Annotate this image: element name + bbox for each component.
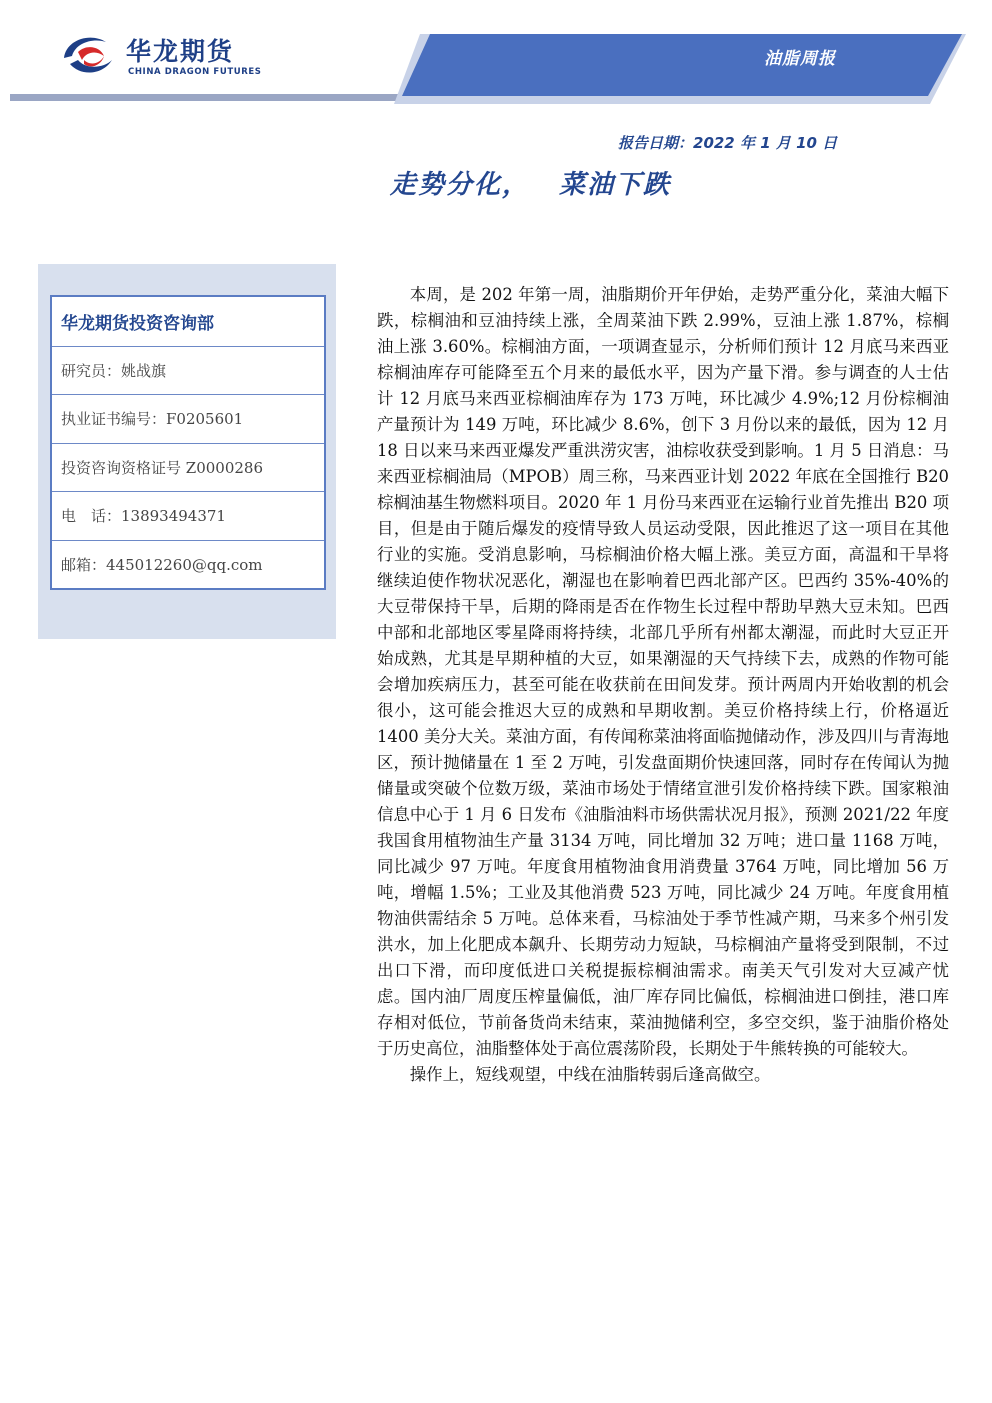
license-number: 执业证书编号：F0205601 (52, 394, 324, 443)
report-header (0, 0, 992, 110)
company-name-cn: 华龙期货 (126, 37, 235, 66)
report-type-label: 油脂周报 (764, 49, 836, 69)
report-title: 走势分化， 菜油下跌 (390, 170, 672, 200)
researcher-name: 研究员：姚战旗 (52, 346, 324, 395)
report-body (377, 282, 949, 1088)
body-paragraph: 操作上，短线观望，中线在油脂转弱后逢高做空。 (409, 1065, 771, 1084)
company-name-en: CHINA DRAGON FUTURES (128, 67, 262, 77)
analyst-sidebar (38, 264, 336, 639)
department-name: 华龙期货投资咨询部 (61, 313, 214, 334)
email-address: 邮箱：445012260@qq.com (52, 540, 324, 589)
company-logo-icon (60, 30, 116, 80)
phone-number: 电 话：13893494371 (52, 491, 324, 540)
report-date: 报告日期：2022 年 1 月 10 日 (618, 134, 838, 152)
consulting-qualification-number: 投资咨询资格证号 Z0000286 (52, 443, 324, 492)
analyst-info-box (50, 295, 326, 590)
body-paragraph: 本周，是 202 年第一周，油脂期价开年伊始，走势严重分化，菜油大幅下跌，棕榈油和豆油持续上涨，全周菜油下跌 2.99%，豆油上涨 1.87%，棕榈油上涨 3.60%。棕榈油方面，一项调查显示，分析师们预计 12 月底马来西亚棕榈油库存可能降至五个月来的最低水平，因为产量下滑。参与调查的人士估计 12 月底马来西亚棕榈油库存为 173 万吨，环比减少 4.9%;12 月份棕榈油产量预计为 149 万吨，环比减少 8.6%，创下 3 月份以来的最低，因为 12 月 18 日以来马来西亚爆发严重洪涝灾害，油棕收获受到影响。1 月 5 日消息：马来西亚棕榈油局（MPOB）周三称，马来西亚计划 2022 年底在全国推行 B20 棕榈油基生物燃料项目。2020 年 1 月份马来西亚在运输行业首先推出 B20 项目，但是由于随后爆发的疫情导致人员运动受限，因此推迟了这一项目在其他行业的实施。受消息影响，马棕榈油价格大幅上涨。美豆方面，高温和干旱将继续迫使作物状况恶化，潮湿也在影响着巴西北部产区。巴西约 35%-40%的大豆带保持干旱，后期的降雨是否在作物生长过程中帮助早熟大豆未知。巴西中部和北部地区零星降雨将持续，北部几乎所有州都太潮湿，而此时大豆正开始成熟，尤其是早期种植的大豆，如果潮湿的天气持续下去，成熟的作物可能会增加疾病压力，甚至可能在收获前在田间发芽。预计两周内开始收割的机会很小，这可能会推迟大豆的成熟和早期收割。美豆价格持续上行，价格逼近 1400 美分大关。菜油方面，有传闻称菜油将面临抛储动作，涉及四川与青海地区，预计抛储量在 1 至 2 万吨，引发盘面期价快速回落，同时存在传闻认为抛储量或突破个位数万级，菜油市场处于情绪宣泄引发价格持续下跌。国家粮油信息中心于 1 月 6 日发布《油脂油料市场供需状况月报》，预测 2021/22 年度我国食用植物油生产量 3134 万吨，同比增加 32 万吨；进口量 1168 万吨，同比减少 97 万吨。年度食用植物油食用消费量 3764 万吨，同比增加 56 万吨，增幅 1.5%；工业及其他消费 523 万吨，同比减少 24 万吨。年度食用植物油供需结余 5 万吨。总体来看，马棕油处于季节性减产期，马来多个州引发洪水，加上化肥成本飙升、长期劳动力短缺，马棕榈油产量将受到限制，不过出口下滑，而印度低进口关税提振棕榈油需求。南美天气引发对大豆减产忧虑。国内油厂周度压榨量偏低，油厂库存同比偏低，棕榈油进口倒挂，港口库存相对低位，节前备货尚未结束，菜油抛储利空，多空交织，鉴于油脂价格处于历史高位，油脂整体处于高位震荡阶段，长期处于牛熊转换的可能较大。 (377, 285, 949, 1058)
